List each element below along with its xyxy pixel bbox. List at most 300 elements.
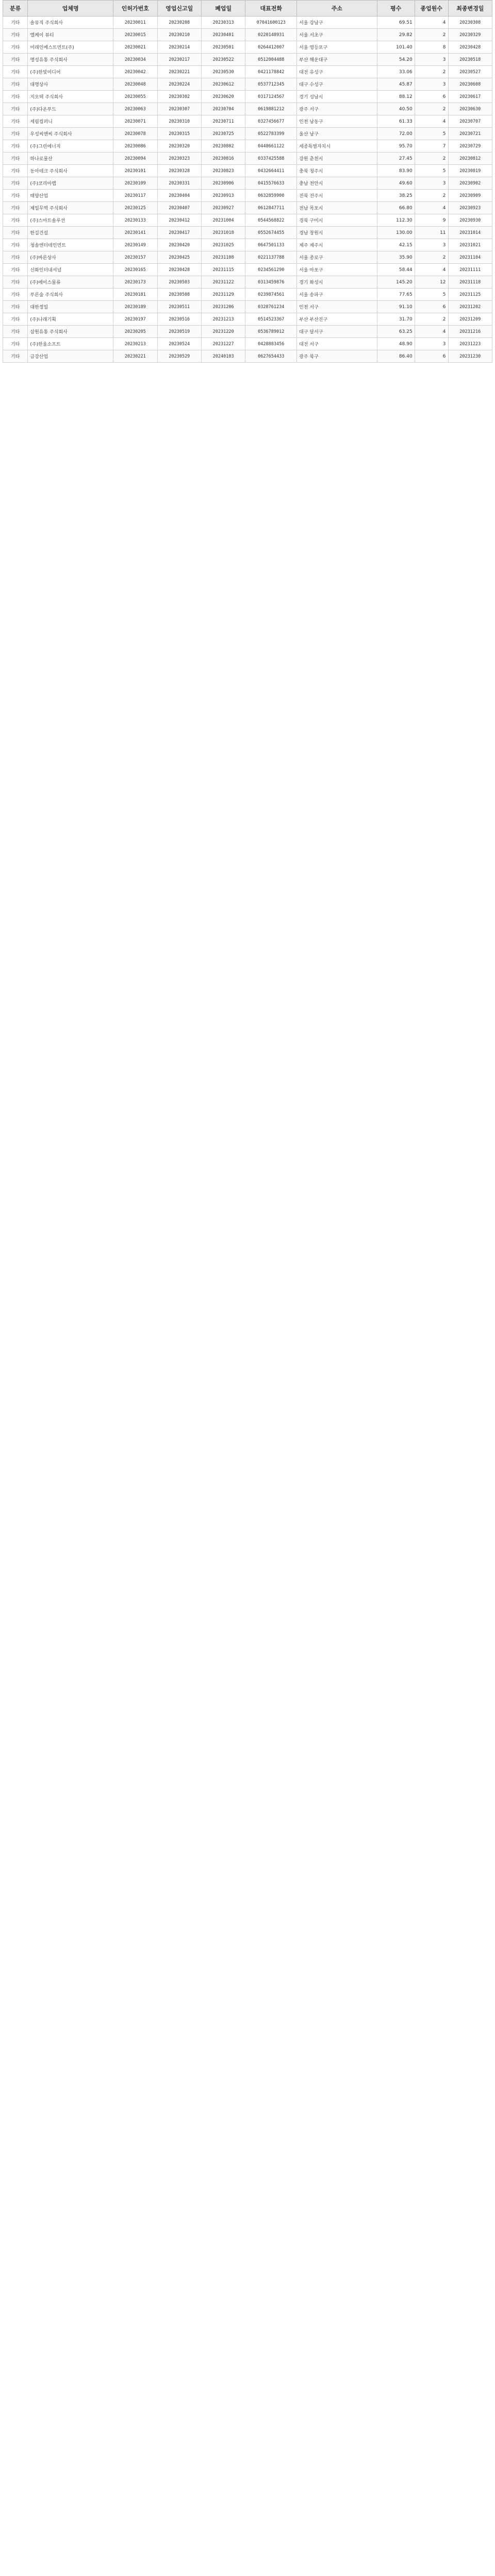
cell-license-no: 20230048 [113, 78, 157, 91]
cell-closure-date: 20230704 [201, 103, 245, 115]
cell-category: 기타 [3, 128, 28, 140]
cell-phone: 0317124567 [245, 91, 297, 103]
cell-report-date: 20230320 [157, 140, 201, 152]
cell-company: 미래인베스트먼트(주) [28, 41, 113, 54]
column-header-staff[interactable]: 종업원수 [415, 1, 448, 16]
cell-category: 기타 [3, 264, 28, 276]
cell-company: 엘케이 뷰티 [28, 29, 113, 41]
cell-category: 기타 [3, 66, 28, 78]
cell-phone: 0512004488 [245, 54, 297, 66]
cell-license-no: 20230021 [113, 41, 157, 54]
cell-license-no: 20230189 [113, 301, 157, 313]
cell-company: 청솔엔터테인먼트 [28, 239, 113, 251]
cell-phone: 0220148931 [245, 29, 297, 41]
cell-staff: 4 [415, 16, 448, 29]
table-row[interactable] [3, 338, 492, 350]
cell-report-date: 20230323 [157, 152, 201, 165]
cell-staff: 2 [415, 29, 448, 41]
cell-company: 대한정밀 [28, 301, 113, 313]
cell-last-modified: 20230308 [448, 16, 492, 29]
cell-closure-date: 20230725 [201, 128, 245, 140]
table-row[interactable] [3, 41, 492, 54]
cell-area: 72.00 [377, 128, 415, 140]
cell-report-date: 20230214 [157, 41, 201, 54]
cell-address: 서울 종로구 [297, 251, 377, 264]
cell-area: 95.70 [377, 140, 415, 152]
cell-staff: 3 [415, 338, 448, 350]
cell-address: 울산 남구 [297, 128, 377, 140]
cell-license-no: 20230213 [113, 338, 157, 350]
cell-staff: 8 [415, 41, 448, 54]
cell-report-date: 20230529 [157, 350, 201, 363]
cell-closure-date: 20231206 [201, 301, 245, 313]
cell-company: 동아테크 주식회사 [28, 165, 113, 177]
cell-license-no: 20230071 [113, 115, 157, 128]
cell-phone: 0432664411 [245, 165, 297, 177]
cell-area: 42.15 [377, 239, 415, 251]
cell-category: 기타 [3, 276, 28, 289]
cell-phone: 0234561290 [245, 264, 297, 276]
cell-company: 푸른숲 주식회사 [28, 289, 113, 301]
cell-last-modified: 20231014 [448, 227, 492, 239]
cell-company: 세림컴퍼니 [28, 115, 113, 128]
cell-last-modified: 20231118 [448, 276, 492, 289]
cell-phone: 0448661122 [245, 140, 297, 152]
cell-staff: 3 [415, 54, 448, 66]
cell-company: (주)나래기획 [28, 313, 113, 326]
cell-last-modified: 20230909 [448, 190, 492, 202]
cell-address: 경기 화성시 [297, 276, 377, 289]
cell-license-no: 20230055 [113, 91, 157, 103]
cell-staff: 2 [415, 152, 448, 165]
cell-closure-date: 20231025 [201, 239, 245, 251]
cell-category: 기타 [3, 214, 28, 227]
cell-license-no: 20230181 [113, 289, 157, 301]
cell-license-no: 20230063 [113, 103, 157, 115]
cell-report-date: 20230302 [157, 91, 201, 103]
cell-phone: 0627654433 [245, 350, 297, 363]
cell-area: 145.20 [377, 276, 415, 289]
column-header-phone[interactable]: 대표전화 [245, 1, 297, 16]
cell-phone: 0327456677 [245, 115, 297, 128]
cell-category: 기타 [3, 251, 28, 264]
cell-license-no: 20230165 [113, 264, 157, 276]
cell-phone: 0239874561 [245, 289, 297, 301]
cell-license-no: 20230078 [113, 128, 157, 140]
cell-license-no: 20230125 [113, 202, 157, 214]
cell-staff: 4 [415, 115, 448, 128]
table-row[interactable] [3, 202, 492, 214]
table-row[interactable] [3, 227, 492, 239]
cell-company: (주)바른상사 [28, 251, 113, 264]
cell-staff: 2 [415, 313, 448, 326]
cell-phone: 0264412007 [245, 41, 297, 54]
table-row[interactable] [3, 313, 492, 326]
cell-license-no: 20230133 [113, 214, 157, 227]
cell-closure-date: 20231108 [201, 251, 245, 264]
cell-closure-date: 20230802 [201, 140, 245, 152]
cell-address: 대전 서구 [297, 338, 377, 350]
cell-address: 대전 유성구 [297, 66, 377, 78]
cell-address: 서울 마포구 [297, 264, 377, 276]
table-row[interactable] [3, 54, 492, 66]
cell-phone: 0313459876 [245, 276, 297, 289]
cell-category: 기타 [3, 350, 28, 363]
cell-area: 91.10 [377, 301, 415, 313]
table-row[interactable] [3, 115, 492, 128]
cell-last-modified: 20230930 [448, 214, 492, 227]
column-header-report-date[interactable]: 영업신고일 [157, 1, 201, 16]
cell-category: 기타 [3, 91, 28, 103]
cell-report-date: 20230503 [157, 276, 201, 289]
cell-category: 기타 [3, 227, 28, 239]
cell-address: 인천 남동구 [297, 115, 377, 128]
cell-last-modified: 20230527 [448, 66, 492, 78]
table-row[interactable] [3, 128, 492, 140]
table-body [3, 16, 492, 363]
cell-last-modified: 20230518 [448, 54, 492, 66]
cell-category: 기타 [3, 326, 28, 338]
cell-address: 서울 영등포구 [297, 41, 377, 54]
cell-report-date: 20230508 [157, 289, 201, 301]
cell-area: 31.70 [377, 313, 415, 326]
cell-phone: 0514523367 [245, 313, 297, 326]
cell-area: 77.65 [377, 289, 415, 301]
table-row[interactable] [3, 91, 492, 103]
cell-address: 충북 청주시 [297, 165, 377, 177]
cell-area: 66.80 [377, 202, 415, 214]
cell-staff: 12 [415, 276, 448, 289]
cell-license-no: 20230205 [113, 326, 157, 338]
cell-category: 기타 [3, 78, 28, 91]
cell-last-modified: 20230617 [448, 91, 492, 103]
cell-area: 130.00 [377, 227, 415, 239]
cell-category: 기타 [3, 29, 28, 41]
cell-phone: 0552674455 [245, 227, 297, 239]
cell-staff: 9 [415, 214, 448, 227]
cell-closure-date: 20230711 [201, 115, 245, 128]
cell-area: 40.50 [377, 103, 415, 115]
cell-company: (주)한울소프트 [28, 338, 113, 350]
cell-license-no: 20230101 [113, 165, 157, 177]
cell-address: 광주 북구 [297, 350, 377, 363]
cell-address: 충남 천안시 [297, 177, 377, 190]
cell-report-date: 20230511 [157, 301, 201, 313]
cell-closure-date: 20230501 [201, 41, 245, 54]
cell-company: 금강산업 [28, 350, 113, 363]
cell-staff: 4 [415, 202, 448, 214]
cell-report-date: 20230516 [157, 313, 201, 326]
cell-last-modified: 20230630 [448, 103, 492, 115]
cell-company: (주)코리아랩 [28, 177, 113, 190]
cell-address: 경북 구미시 [297, 214, 377, 227]
table-row[interactable] [3, 326, 492, 338]
cell-company: 명성유통 주식회사 [28, 54, 113, 66]
cell-category: 기타 [3, 289, 28, 301]
cell-area: 69.51 [377, 16, 415, 29]
cell-last-modified: 20231209 [448, 313, 492, 326]
cell-company: (주)다온푸드 [28, 103, 113, 115]
cell-area: 49.60 [377, 177, 415, 190]
cell-license-no: 20230149 [113, 239, 157, 251]
cell-category: 기타 [3, 140, 28, 152]
cell-address: 인천 서구 [297, 301, 377, 313]
cell-phone: 0328761234 [245, 301, 297, 313]
column-header-license-no[interactable]: 인허가번호 [113, 1, 157, 16]
cell-last-modified: 20231216 [448, 326, 492, 338]
cell-staff: 3 [415, 239, 448, 251]
cell-closure-date: 20230816 [201, 152, 245, 165]
cell-area: 48.90 [377, 338, 415, 350]
cell-phone: 0221137788 [245, 251, 297, 264]
cell-report-date: 20230224 [157, 78, 201, 91]
cell-report-date: 20230221 [157, 66, 201, 78]
cell-phone: 0536789012 [245, 326, 297, 338]
cell-area: 63.25 [377, 326, 415, 338]
cell-staff: 6 [415, 350, 448, 363]
cell-staff: 11 [415, 227, 448, 239]
cell-closure-date: 20230906 [201, 177, 245, 190]
cell-area: 54.20 [377, 54, 415, 66]
cell-address: 대구 수성구 [297, 78, 377, 91]
column-header-address[interactable]: 주소 [297, 1, 377, 16]
cell-area: 27.45 [377, 152, 415, 165]
table-row[interactable] [3, 66, 492, 78]
cell-company: 하나로물산 [28, 152, 113, 165]
cell-last-modified: 20230707 [448, 115, 492, 128]
cell-company: (주)에이스물류 [28, 276, 113, 289]
cell-report-date: 20230217 [157, 54, 201, 66]
cell-license-no: 20230157 [113, 251, 157, 264]
cell-category: 기타 [3, 41, 28, 54]
table-row[interactable] [3, 214, 492, 227]
cell-phone: 0619881212 [245, 103, 297, 115]
cell-area: 38.25 [377, 190, 415, 202]
cell-address: 서울 송파구 [297, 289, 377, 301]
cell-license-no: 20230173 [113, 276, 157, 289]
cell-category: 기타 [3, 103, 28, 115]
table-row[interactable] [3, 16, 492, 29]
cell-category: 기타 [3, 239, 28, 251]
cell-category: 기타 [3, 177, 28, 190]
cell-area: 61.33 [377, 115, 415, 128]
cell-closure-date: 20231220 [201, 326, 245, 338]
cell-address: 강원 춘천시 [297, 152, 377, 165]
cell-report-date: 20230331 [157, 177, 201, 190]
cell-last-modified: 20231104 [448, 251, 492, 264]
cell-license-no: 20230011 [113, 16, 157, 29]
cell-area: 86.40 [377, 350, 415, 363]
cell-company: (주)한빛미디어 [28, 66, 113, 78]
cell-area: 45.87 [377, 78, 415, 91]
cell-address: 서울 서초구 [297, 29, 377, 41]
cell-license-no: 20230034 [113, 54, 157, 66]
cell-address: 제주 제주시 [297, 239, 377, 251]
cell-staff: 6 [415, 91, 448, 103]
cell-address: 광주 서구 [297, 103, 377, 115]
cell-closure-date: 20231227 [201, 338, 245, 350]
cell-report-date: 20230315 [157, 128, 201, 140]
cell-closure-date: 20230530 [201, 66, 245, 78]
cell-company: 한길건설 [28, 227, 113, 239]
cell-license-no: 20230109 [113, 177, 157, 190]
cell-closure-date: 20230823 [201, 165, 245, 177]
cell-area: 112.30 [377, 214, 415, 227]
cell-last-modified: 20230329 [448, 29, 492, 41]
cell-closure-date: 20230620 [201, 91, 245, 103]
cell-license-no: 20230094 [113, 152, 157, 165]
cell-last-modified: 20231202 [448, 301, 492, 313]
column-header-category[interactable]: 분류 [3, 1, 28, 16]
table-row[interactable] [3, 29, 492, 41]
cell-area: 58.44 [377, 264, 415, 276]
cell-report-date: 20230328 [157, 165, 201, 177]
cell-area: 33.06 [377, 66, 415, 78]
cell-staff: 2 [415, 251, 448, 264]
cell-phone: 0415576633 [245, 177, 297, 190]
cell-last-modified: 20230902 [448, 177, 492, 190]
cell-staff: 2 [415, 190, 448, 202]
cell-company: 삼원유통 주식회사 [28, 326, 113, 338]
table-row[interactable] [3, 152, 492, 165]
cell-phone: 0428883456 [245, 338, 297, 350]
cell-phone: 07041600123 [245, 16, 297, 29]
cell-address: 부산 해운대구 [297, 54, 377, 66]
cell-license-no: 20230086 [113, 140, 157, 152]
cell-closure-date: 20230522 [201, 54, 245, 66]
cell-company: 태양산업 [28, 190, 113, 202]
table-row[interactable] [3, 177, 492, 190]
table-row[interactable] [3, 239, 492, 251]
cell-company: 우성씨앤씨 주식회사 [28, 128, 113, 140]
cell-license-no: 20230221 [113, 350, 157, 363]
cell-staff: 3 [415, 78, 448, 91]
cell-report-date: 20230210 [157, 29, 201, 41]
cell-closure-date: 20230313 [201, 16, 245, 29]
cell-category: 기타 [3, 338, 28, 350]
cell-report-date: 20230524 [157, 338, 201, 350]
cell-area: 35.90 [377, 251, 415, 264]
cell-category: 기타 [3, 16, 28, 29]
cell-address: 부산 부산진구 [297, 313, 377, 326]
cell-last-modified: 20230608 [448, 78, 492, 91]
cell-last-modified: 20230729 [448, 140, 492, 152]
cell-last-modified: 20231021 [448, 239, 492, 251]
cell-report-date: 20230519 [157, 326, 201, 338]
cell-company: (주)스마트솔루션 [28, 214, 113, 227]
cell-phone: 0647501133 [245, 239, 297, 251]
cell-phone: 0337425588 [245, 152, 297, 165]
cell-category: 기타 [3, 152, 28, 165]
cell-last-modified: 20230721 [448, 128, 492, 140]
table-row[interactable] [3, 289, 492, 301]
cell-staff: 4 [415, 264, 448, 276]
column-header-last-modified[interactable]: 최종변경일 [448, 1, 492, 16]
cell-area: 83.90 [377, 165, 415, 177]
column-header-company[interactable]: 업체명 [28, 1, 113, 16]
cell-last-modified: 20231125 [448, 289, 492, 301]
cell-staff: 2 [415, 103, 448, 115]
cell-report-date: 20230428 [157, 264, 201, 276]
cell-category: 기타 [3, 313, 28, 326]
cell-staff: 7 [415, 140, 448, 152]
cell-staff: 3 [415, 177, 448, 190]
cell-license-no: 20230042 [113, 66, 157, 78]
cell-phone: 0612847711 [245, 202, 297, 214]
table-row[interactable] [3, 165, 492, 177]
cell-staff: 6 [415, 301, 448, 313]
table-row[interactable] [3, 350, 492, 363]
cell-report-date: 20230310 [157, 115, 201, 128]
cell-category: 기타 [3, 165, 28, 177]
table-row[interactable] [3, 251, 492, 264]
cell-license-no: 20230117 [113, 190, 157, 202]
cell-license-no: 20230197 [113, 313, 157, 326]
table-row[interactable] [3, 78, 492, 91]
cell-category: 기타 [3, 54, 28, 66]
cell-company: 솔뮤직 주식회사 [28, 16, 113, 29]
cell-staff: 5 [415, 289, 448, 301]
table-row[interactable] [3, 140, 492, 152]
cell-address: 경기 성남시 [297, 91, 377, 103]
cell-report-date: 20230412 [157, 214, 201, 227]
cell-area: 29.82 [377, 29, 415, 41]
cell-category: 기타 [3, 202, 28, 214]
cell-last-modified: 20230819 [448, 165, 492, 177]
cell-closure-date: 20231122 [201, 276, 245, 289]
business-records-table [3, 0, 492, 363]
cell-closure-date: 20231115 [201, 264, 245, 276]
cell-report-date: 20230208 [157, 16, 201, 29]
cell-closure-date: 20231213 [201, 313, 245, 326]
cell-report-date: 20230417 [157, 227, 201, 239]
cell-category: 기타 [3, 301, 28, 313]
header-row [3, 1, 492, 16]
cell-company: 지오텍 주식회사 [28, 91, 113, 103]
table-row[interactable] [3, 276, 492, 289]
cell-area: 88.12 [377, 91, 415, 103]
cell-company: 대명상사 [28, 78, 113, 91]
cell-address: 세종특별자치시 [297, 140, 377, 152]
cell-address: 대구 달서구 [297, 326, 377, 338]
cell-closure-date: 20230927 [201, 202, 245, 214]
cell-phone: 0421178842 [245, 66, 297, 78]
cell-closure-date: 20230913 [201, 190, 245, 202]
cell-last-modified: 20231230 [448, 350, 492, 363]
column-header-closure-date[interactable]: 폐업일 [201, 1, 245, 16]
cell-last-modified: 20231223 [448, 338, 492, 350]
cell-category: 기타 [3, 115, 28, 128]
cell-closure-date: 20230612 [201, 78, 245, 91]
column-header-area[interactable]: 평수 [377, 1, 415, 16]
cell-last-modified: 20230812 [448, 152, 492, 165]
cell-phone: 0537712345 [245, 78, 297, 91]
table-row[interactable] [3, 264, 492, 276]
cell-phone: 0544568822 [245, 214, 297, 227]
cell-report-date: 20230420 [157, 239, 201, 251]
cell-license-no: 20230141 [113, 227, 157, 239]
cell-license-no: 20230015 [113, 29, 157, 41]
cell-phone: 0632859900 [245, 190, 297, 202]
cell-address: 서울 강남구 [297, 16, 377, 29]
cell-last-modified: 20231111 [448, 264, 492, 276]
table-row[interactable] [3, 301, 492, 313]
table-row[interactable] [3, 103, 492, 115]
table-row[interactable] [3, 190, 492, 202]
cell-company: (주)그린에너지 [28, 140, 113, 152]
cell-closure-date: 20231129 [201, 289, 245, 301]
cell-staff: 5 [415, 165, 448, 177]
